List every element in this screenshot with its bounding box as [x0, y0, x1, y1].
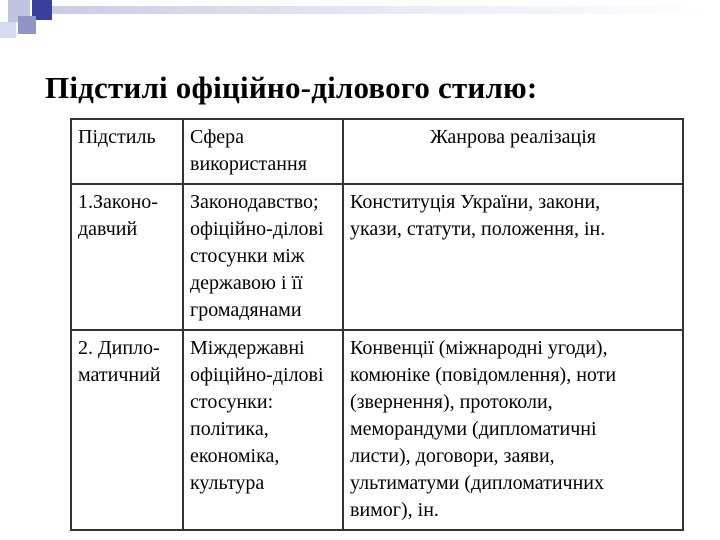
decor-square-mid [18, 16, 36, 34]
row-substyle: 2. Дипло- матичний [71, 330, 183, 530]
decor-square-pale [0, 22, 16, 38]
slide-title: Підстилі офіційно-ділового стилю: [45, 70, 538, 105]
row-sphere: Законодавство; офіційно-ділові стосунки між державою і її громадянами [183, 184, 343, 330]
table-row [71, 330, 683, 530]
header-substyle: Підстиль [71, 119, 183, 184]
decor-top-bar [52, 6, 712, 14]
substyles-table [70, 118, 684, 531]
row-genres: Конвенції (міжнародні угоди), комюніке (повідомлення), ноти (звернення), протоколи, меморандуми (дипломатичні листи), договори, заяви, ультиматуми (дипломатичних вимог), ін. [343, 330, 683, 530]
table-header-row [71, 119, 683, 184]
row-sphere: Міждержавні офіційно-ділові стосунки: політика, економіка, культура [183, 330, 343, 530]
table-row [71, 184, 683, 330]
header-genres: Жанрова реалізація [343, 119, 683, 184]
header-sphere: Сфера використання [183, 119, 343, 184]
row-substyle: 1.Законо- давчий [71, 184, 183, 330]
row-genres: Конституція України, закони, укази, статути, положення, ін. [343, 184, 683, 330]
